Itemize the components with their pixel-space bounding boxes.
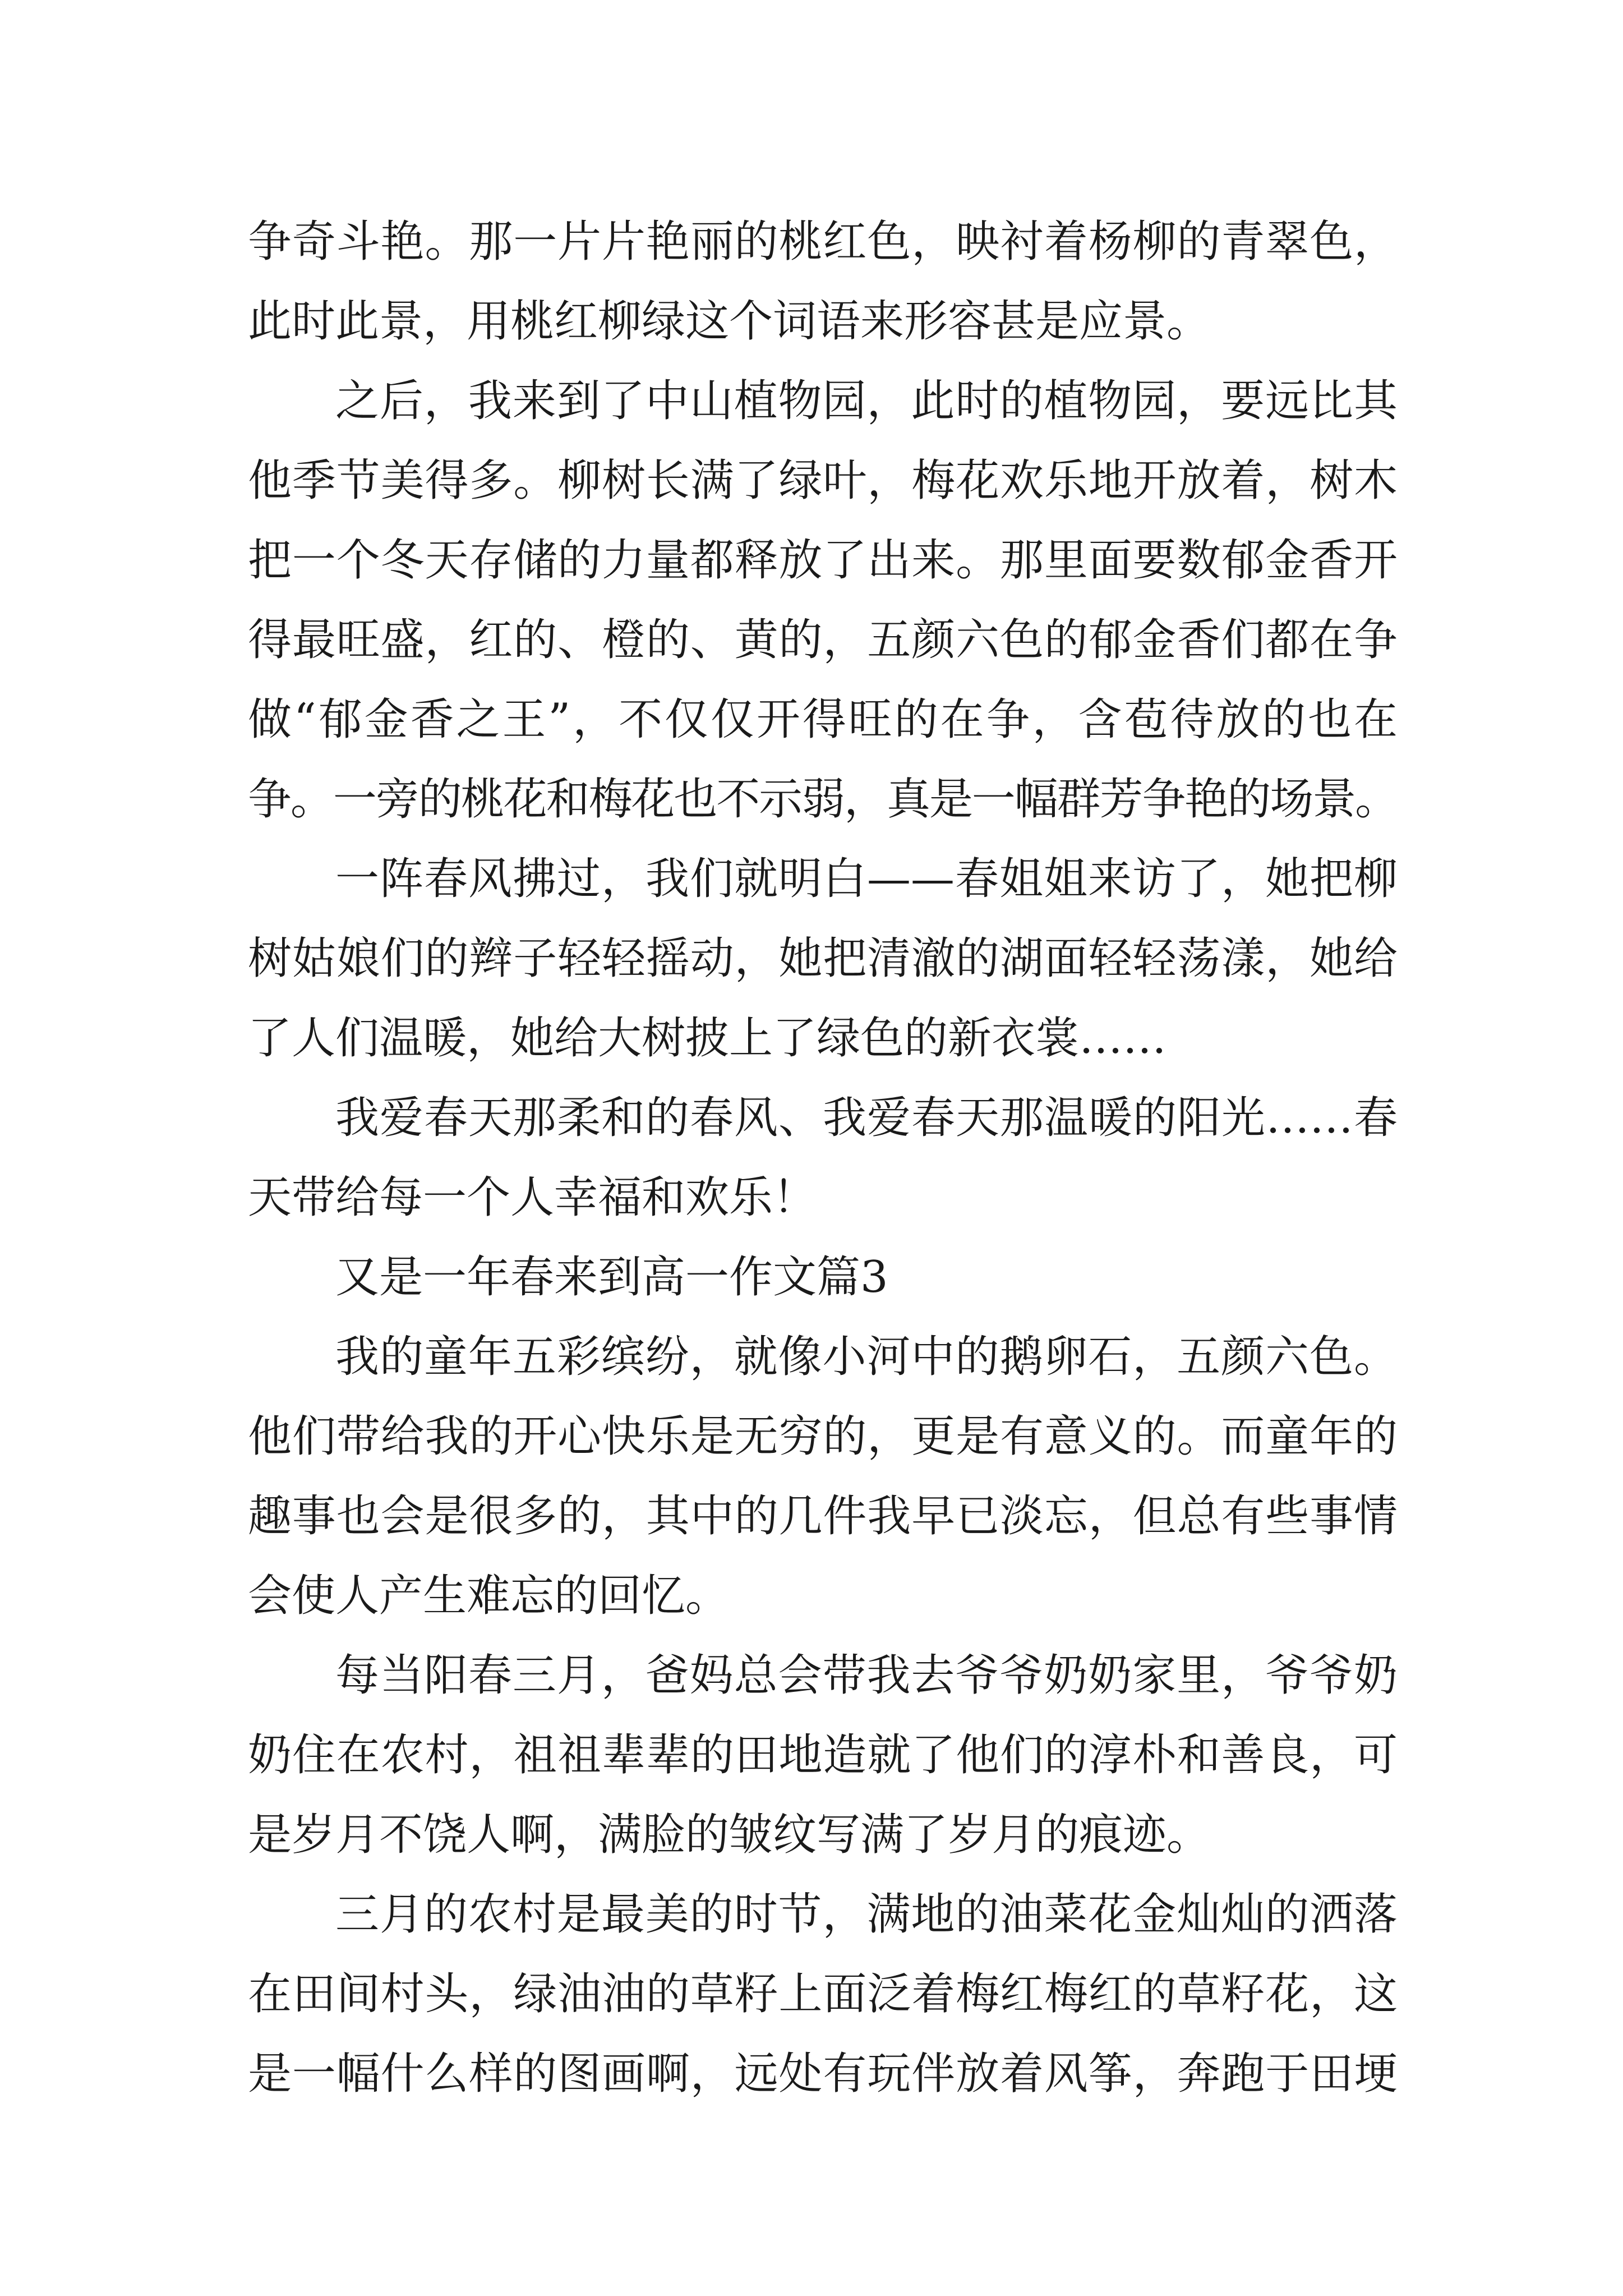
text-line: 把一个冬天存储的力量都释放了出来。那里面要数郁金香开	[248, 535, 1398, 586]
text-line: 是一幅什么样的图画啊，远处有玩伴放着风筝，奔跑于田埂	[248, 2049, 1398, 2099]
text-line: 做“郁金香之王”，不仅仅开得旺的在争，含苞待放的也在	[248, 694, 1398, 745]
document-body	[248, 202, 1398, 2114]
text-line: 他们带给我的开心快乐是无穷的，更是有意义的。而童年的	[248, 1411, 1398, 1462]
text-line: 趣事也会是很多的，其中的几件我早已淡忘，但总有些事情	[248, 1491, 1398, 1542]
text-line: 在田间村头，绿油油的草籽上面泛着梅红梅红的草籽花，这	[248, 1969, 1398, 2019]
paragraph-first-line: 之后，我来到了中山植物园，此时的植物园，要远比其	[335, 376, 1398, 426]
text-line: 树姑娘们的辫子轻轻摇动，她把清澈的湖面轻轻荡漾，她给	[248, 933, 1398, 984]
paragraph-first-line: 一阵春风拂过，我们就明白——春姐姐来访了，她把柳	[335, 854, 1398, 904]
text-line: 天带给每一个人幸福和欢乐！	[248, 1172, 817, 1223]
section-heading: 又是一年春来到高一作文篇3	[335, 1252, 888, 1303]
text-line: 争奇斗艳。那一片片艳丽的桃红色，映衬着杨柳的青翠色，	[248, 217, 1398, 267]
text-line: 他季节美得多。柳树长满了绿叶，梅花欢乐地开放着，树木	[248, 455, 1398, 506]
paragraph-first-line: 每当阳春三月，爸妈总会带我去爷爷奶奶家里，爷爷奶	[335, 1650, 1398, 1701]
paragraph-first-line: 我的童年五彩缤纷，就像小河中的鹅卵石，五颜六色。	[335, 1332, 1398, 1382]
paragraph-first-line: 三月的农村是最美的时节，满地的油菜花金灿灿的洒落	[335, 1889, 1398, 1940]
text-line: 奶住在农村，祖祖辈辈的田地造就了他们的淳朴和善良，可	[248, 1730, 1398, 1780]
text-line: 得最旺盛，红的、橙的、黄的，五颜六色的郁金香们都在争	[248, 615, 1398, 665]
text-line: 此时此景，用桃红柳绿这个词语来形容甚是应景。	[248, 296, 1211, 347]
text-line: 是岁月不饶人啊，满脸的皱纹写满了岁月的痕迹。	[248, 1810, 1211, 1860]
text-line: 会使人产生难忘的回忆。	[248, 1571, 730, 1621]
text-line: 争。一旁的桃花和梅花也不示弱，真是一幅群芳争艳的场景。	[248, 774, 1398, 825]
paragraph-first-line: 我爱春天那柔和的春风、我爱春天那温暖的阳光……春	[335, 1093, 1398, 1143]
text-line: 了人们温暖，她给大树披上了绿色的新衣裳……	[248, 1013, 1167, 1064]
